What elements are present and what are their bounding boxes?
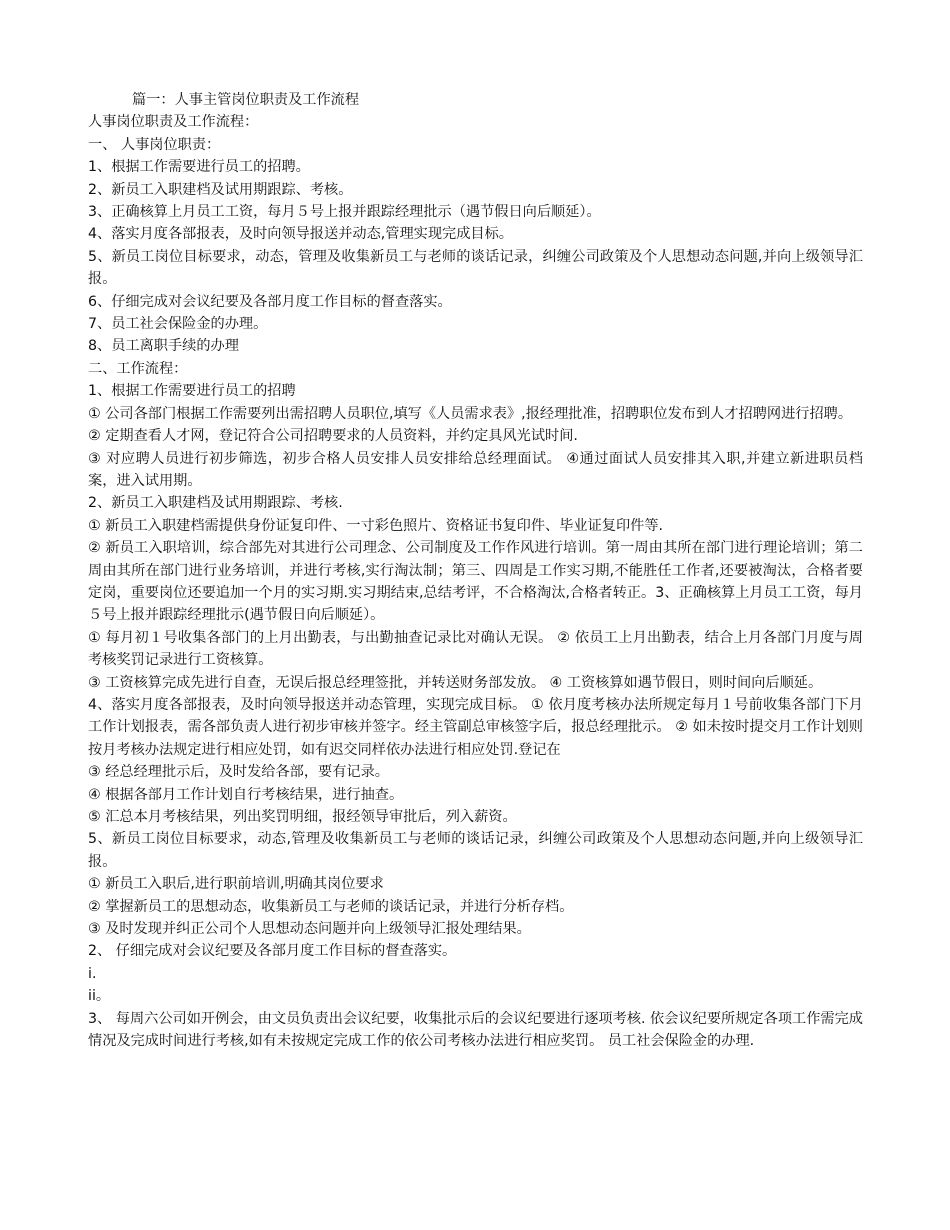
text-line: ③ 工资核算完成先进行自查，无误后报总经理签批，并转送财务部发放。 ④ 工资核算如遇节假日，则时间向后顺延。 (88, 674, 823, 691)
text-line: ii。 (88, 988, 111, 1005)
text-line: 二、工作流程： (88, 360, 188, 377)
text-line: ② 新员工入职培训，综合部先对其进行公司理念、公司制度及工作作风进行培训。第一周由其所在部门进行理论培训；第二周由其所在部门进行业务培训，并进行考核,实行淘汰制；第三、四周是工作实习期,不能胜任工作者,还要被淘汰，合格者要定岗，重要岗位还要追加一个月的实习期.实习期结束,总结考评，不合格淘汰,合格者转正。3、正确核算上月员工工资，每月５号上报并跟踪经理批示(遇节假日向后顺延）。 (88, 540, 863, 624)
text-line: 6、仔细完成对会议纪要及各部月度工作目标的督查落实。 (88, 293, 452, 310)
text-line: ① 公司各部门根据工作需要列出需招聘人员职位,填写《人员需求表》,报经理批准，招聘职位发布到人才招聘网进行招聘。 (88, 405, 853, 422)
text-line: 4、落实月度各部报表，及时向领导报送并动态管理，实现完成目标。 ① 依月度考核办法所规定每月１号前收集各部门下月工作计划报表，需各部负责人进行初步审核并签字。经主管副总审核签字后，报总经理批示。 ② 如未按时提交月工作计划则按月考核办法规定进行相应处罚，如有迟交同样依办法进行相应处罚.登记在 (88, 696, 863, 758)
text-line: ② 掌握新员工的思想动态，收集新员工与老师的谈话记录，并进行分析存档。 (88, 898, 574, 915)
text-line: 1、根据工作需要进行员工的招聘 (88, 383, 296, 400)
text-line: 2、新员工入职建档及试用期跟踪、考核。 (88, 181, 353, 198)
text-line: ③ 及时发现并纠正公司个人思想动态问题并向上级领导汇报处理结果。 (88, 921, 531, 938)
text-line: 2、 仔细完成对会议纪要及各部月度工作目标的督查落实。 (88, 943, 457, 960)
text-line: 5、新员工岗位目标要求，动态，管理及收集新员工与老师的谈话记录，纠缠公司政策及个人思想动态问题,并向上级领导汇报。 (88, 248, 863, 288)
document-title: 篇一：人事主管岗位职责及工作流程 (132, 92, 360, 108)
text-line: ③ 对应聘人员进行初步筛选，初步合格人员安排人员安排给总经理面试。 ④通过面试人员安排其入职,并建立新进职员档案，进入试用期。 (88, 450, 863, 489)
text-line: 3、正确核算上月员工工资，每月５号上报并跟踪经理批示（遇节假日向后顺延）。 (88, 204, 601, 221)
text-line: ③ 经总经理批示后，及时发给各部，要有记录。 (88, 764, 389, 781)
text-line: 4、落实月度各部报表，及时向领导报送并动态,管理实现完成目标。 (88, 226, 513, 243)
text-line: ① 新员工入职后,进行职前培训,明确其岗位要求 (88, 876, 384, 893)
text-line: ⑤ 汇总本月考核结果，列出奖罚明细，报经领导审批后，列入薪资。 (88, 809, 517, 825)
text-line: ① 新员工入职建档需提供身份证复印件、一寸彩色照片、资格证书复印件、毕业证复印件等. (88, 517, 664, 534)
document-body (88, 89, 863, 1052)
text-line: ④ 根据各部月工作计划自行考核结果，进行抽查。 (88, 786, 404, 803)
text-line: 2、新员工入职建档及试用期跟踪、考核. (88, 495, 343, 512)
text-line: 1、根据工作需要进行员工的招聘。 (88, 159, 310, 176)
text-line: 7、员工社会保险金的办理。 (88, 316, 268, 333)
text-line: 8、员工离职手续的办理 (88, 338, 239, 355)
text-line: 5、新员工岗位目标要求，动态,管理及收集新员工与老师的谈话记录，纠缠公司政策及个人思想动态问题,并向上级领导汇报。 (88, 831, 863, 870)
text-line: i. (88, 965, 97, 982)
text-line: 一、 人事岗位职责： (88, 136, 221, 153)
text-line: 人事岗位职责及工作流程： (88, 114, 259, 131)
document-lines (88, 111, 863, 1052)
text-line: ① 每月初１号收集各部门的上月出勤表，与出勤抽查记录比对确认无误。 ② 依员工上月出勤表，结合上月各部门月度与周考核奖罚记录进行工资核算。 (88, 629, 863, 669)
text-line: 3、 每周六公司如开例会，由文员负责出会议纪要，收集批示后的会议纪要进行逐项考核. 依会议纪要所规定各项工作需完成情况及完成时间进行考核,如有未按规定完成工作的依公司考核办法进行相应奖罚。 员工社会保险金的办理. (88, 1010, 863, 1050)
text-line: ② 定期查看人才网，登记符合公司招聘要求的人员资料，并约定具风光试时间. (88, 428, 578, 445)
